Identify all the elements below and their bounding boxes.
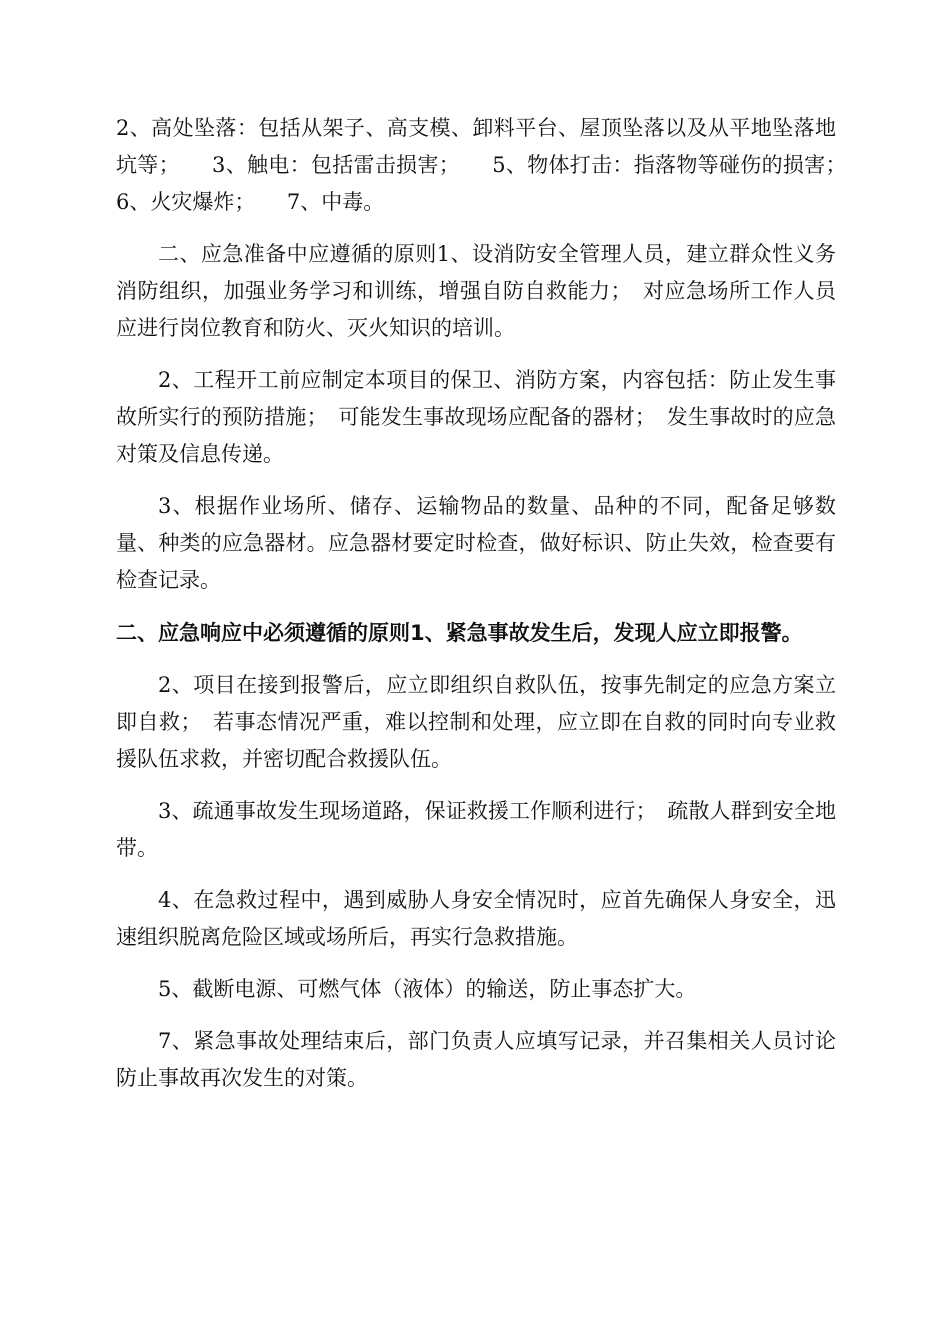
paragraph-accident-types: 2、高处坠落：包括从架子、高支模、卸料平台、屋顶坠落以及从平地坠落地坑等； 3、触电：包括雷击损害； 5、物体打击：指落物等碰伤的损害； 6、火灾爆炸； 7、中毒。 [116,116,878,214]
paragraph-personal-safety: 4、在急救过程中，遇到威胁人身安全情况时，应首先确保人身安全，迅速组织脱离危险区域或场所后，再实行急救措施。 [116,888,836,949]
paragraph-post-incident: 7、紧急事故处理结束后，部门负责人应填写记录，并召集相关人员讨论防止事故再次发生的对策。 [116,1029,836,1090]
paragraph-cut-power: 5、截断电源、可燃气体（液体）的输送，防止事态扩大。 [158,977,697,1001]
paragraph-preparation-principles: 二、应急准备中应遵循的原则1、设消防安全管理人员，建立群众性义务消防组织，加强业务学习和训练，增强自防自救能力； 对应急场所工作人员应进行岗位教育和防火、灭火知识的培训。 [116,242,836,340]
paragraph-self-rescue: 2、项目在接到报警后，应立即组织自救队伍，按事先制定的应急方案立即自救； 若事态情况严重，难以控制和处理，应立即在自救的同时向专业救援队伍求救，并密切配合救援队伍。 [116,673,836,771]
paragraph-security-plan: 2、工程开工前应制定本项目的保卫、消防方案，内容包括：防止发生事故所实行的预防措施； 可能发生事故现场应配备的器材； 发生事故时的应急对策及信息传递。 [116,368,836,466]
document-body [116,110,878,1097]
paragraph-clear-roads: 3、疏通事故发生现场道路，保证救援工作顺利进行； 疏散人群到安全地带。 [116,799,836,860]
section-heading-response-principles: 二、应急响应中必须遵循的原则1、紧急事故发生后，发现人应立即报警。 [116,621,803,645]
paragraph-emergency-equipment: 3、根据作业场所、储存、运输物品的数量、品种的不同，配备足够数量、种类的应急器材。应急器材要定时检查，做好标识、防止失效，检查要有检查记录。 [116,494,836,592]
